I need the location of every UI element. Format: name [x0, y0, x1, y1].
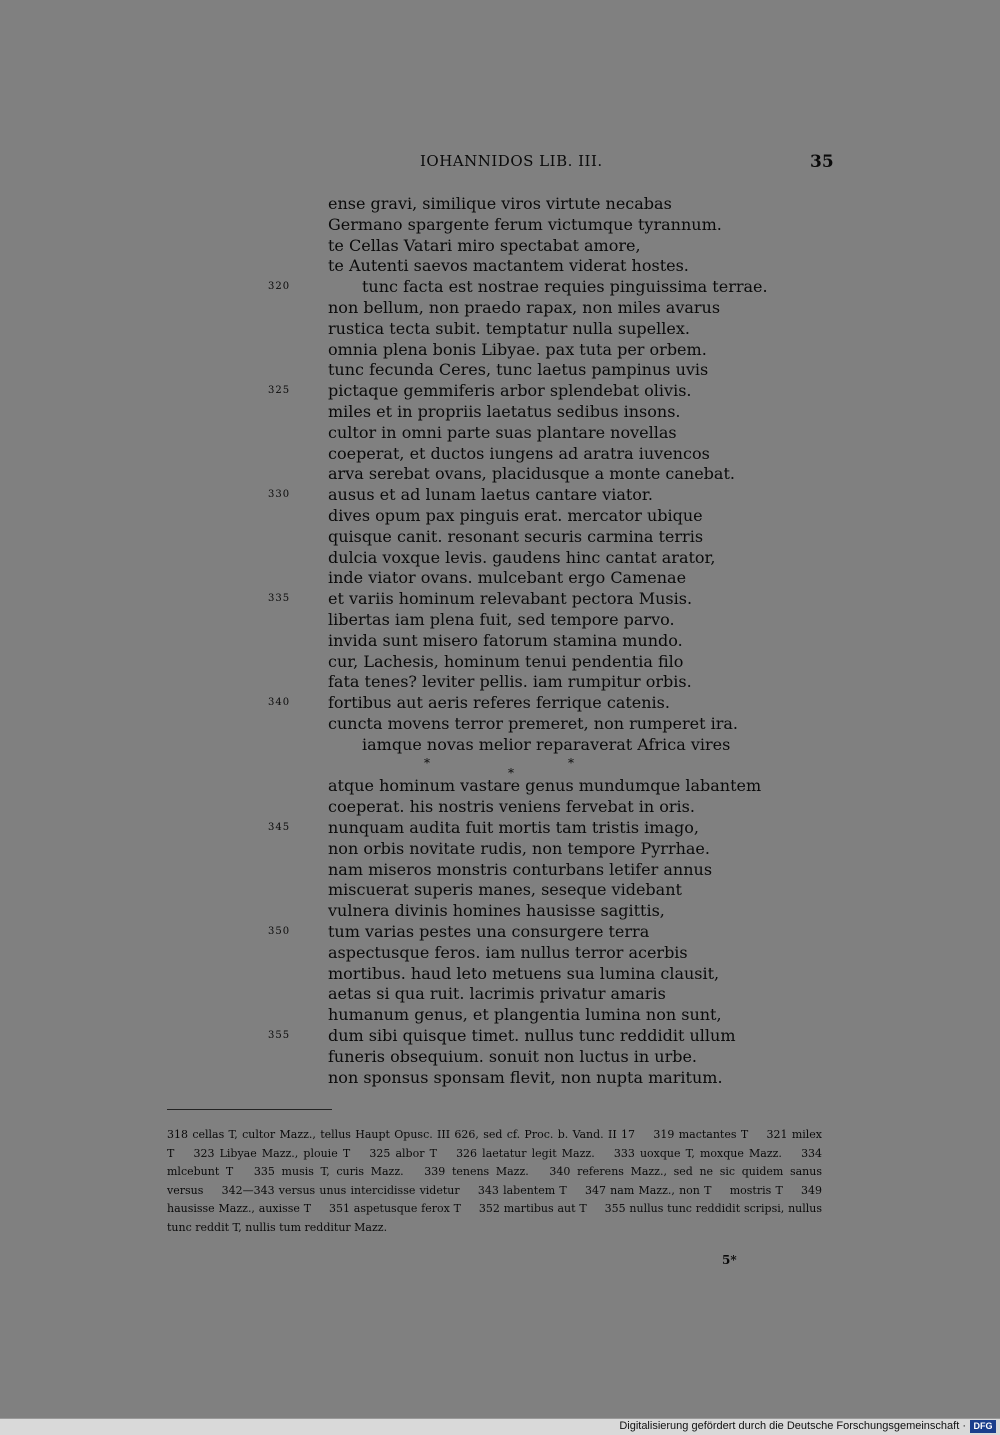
line-number: 335	[268, 593, 291, 604]
apparatus-entry: 343 labentem T	[477, 1183, 567, 1197]
apparatus-entry: mostris T	[729, 1183, 783, 1197]
verse-line: tum varias pestes una consurgere terra	[328, 922, 650, 941]
verse-line: invida sunt misero fatorum stamina mundo.	[328, 631, 683, 650]
apparatus-entry: 323 Libyae Mazz., plouie T	[193, 1146, 351, 1160]
signature-mark: 5*	[722, 1253, 737, 1267]
verse-line: et variis hominum relevabant pectora Musis.	[328, 589, 693, 608]
verse-line: rustica tecta subit. temptatur nulla supellex.	[328, 319, 690, 338]
verse-line: nunquam audita fuit mortis tam tristis imago,	[328, 818, 699, 837]
footer-credit[interactable]: Digitalisierung gefördert durch die Deutsche Forschungsgemeinschaft ·	[619, 1420, 966, 1432]
verse-line: mortibus. haud leto metuens sua lumina clausit,	[328, 964, 720, 983]
line-number: 325	[268, 385, 291, 396]
verse-line: tunc facta est nostrae requies pinguissima terrae.	[362, 277, 768, 296]
verse-line: iamque novas melior reparaverat Africa vires	[362, 735, 731, 754]
line-number: 345	[268, 822, 291, 833]
verse-line: fata tenes? leviter pellis. iam rumpitur orbis.	[328, 672, 692, 691]
verse-line: coeperat, et ductos iungens ad aratra iuvencos	[328, 444, 710, 463]
verse-line: inde viator ovans. mulcebant ergo Camenae	[328, 568, 687, 587]
running-title: IOHANNIDOS LIB. III.	[420, 152, 603, 170]
verse-line: atque hominum vastare genus mundumque labantem	[328, 776, 762, 795]
apparatus-entry: 326 laetatur legit Mazz.	[456, 1146, 595, 1160]
verse-line: ense gravi, similique viros virtute necabas	[328, 194, 672, 213]
verse-line: cuncta movens terror premeret, non rumperet ira.	[328, 714, 738, 733]
asterisk-right: *	[568, 756, 574, 770]
page-number: 35	[810, 152, 834, 172]
verse-line: dives opum pax pinguis erat. mercator ubique	[328, 506, 703, 525]
apparatus-entry: 340 referens Mazz., sed ne sic quidem sanus versus	[167, 1165, 822, 1197]
line-number: 340	[268, 697, 291, 708]
verse-line: non orbis novitate rudis, non tempore Pyrrhae.	[328, 839, 710, 858]
verse-line: funeris obsequium. sonuit non luctus in urbe.	[328, 1047, 698, 1066]
apparatus-entry: 319 mactantes T	[653, 1128, 749, 1141]
verse-line: nam miseros monstris conturbans letifer annus	[328, 860, 713, 879]
verse-line: pictaque gemmiferis arbor splendebat olivis.	[328, 381, 692, 400]
verse-line: te Autenti saevos mactantem viderat hostes.	[328, 256, 689, 275]
line-number: 350	[268, 926, 291, 937]
verse-line: aspectusque feros. iam nullus terror acerbis	[328, 943, 688, 962]
verse-line: libertas iam plena fuit, sed tempore parvo.	[328, 610, 675, 629]
verse-line: coeperat. his nostris veniens fervebat in oris.	[328, 797, 695, 816]
apparatus-entry: 352 martibus aut T	[478, 1202, 587, 1215]
verse-line: cur, Lachesis, hominum tenui pendentia filo	[328, 652, 684, 671]
line-number: 330	[268, 489, 291, 500]
apparatus-entry: 333 uoxque T, moxque Mazz.	[613, 1146, 782, 1160]
verse-line: cultor in omni parte suas plantare novellas	[328, 423, 677, 442]
footer-bar	[0, 1418, 1000, 1435]
asterisk-center: *	[508, 766, 514, 780]
critical-apparatus	[167, 1126, 822, 1237]
verse-line: dulcia voxque levis. gaudens hinc cantat arator,	[328, 548, 716, 567]
verse-line: humanum genus, et plangentia lumina non sunt,	[328, 1005, 722, 1024]
apparatus-entry: 318 cellas T, cultor Mazz., tellus Haupt Opusc. III 626, sed cf. Proc. b. Vand. II 17	[167, 1128, 636, 1141]
verse-line: vulnera divinis homines hausisse sagittis,	[328, 901, 665, 920]
verse-line: dum sibi quisque timet. nullus tunc reddidit ullum	[328, 1026, 736, 1045]
verse-line: arva serebat ovans, placidusque a monte canebat.	[328, 464, 735, 483]
apparatus-entry: 349 hausisse Mazz., auxisse T	[167, 1183, 823, 1215]
apparatus-entry: 335 musis T, curis Mazz.	[253, 1165, 404, 1178]
line-number: 355	[268, 1030, 291, 1041]
apparatus-entry: 339 tenens Mazz.	[424, 1165, 529, 1178]
verse-line: te Cellas Vatari miro spectabat amore,	[328, 236, 641, 255]
verse-line: ausus et ad lunam laetus cantare viator.	[328, 485, 653, 504]
verse-line: miles et in propriis laetatus sedibus insons.	[328, 402, 681, 421]
line-number: 320	[268, 281, 291, 292]
verse-line: quisque canit. resonant securis carmina terris	[328, 527, 704, 546]
dfg-logo-icon[interactable]: DFG	[970, 1420, 996, 1433]
apparatus-entry: 325 albor T	[369, 1146, 437, 1160]
apparatus-entry: 355 nullus tunc reddidit scripsi, nullus tunc reddit T, nullis tum redditur Mazz.	[167, 1202, 823, 1234]
verse-line: fortibus aut aeris referes ferrique catenis.	[328, 693, 670, 712]
asterisk-left: *	[424, 756, 430, 770]
apparatus-entry: 351 aspetusque ferox T	[328, 1202, 462, 1215]
verse-line: miscuerat superis manes, seseque videbant	[328, 880, 682, 899]
verse-line: Germano spargente ferum victumque tyrannum.	[328, 215, 722, 234]
verse-line: aetas si qua ruit. lacrimis privatur amaris	[328, 984, 666, 1003]
apparatus-entry: 321 milex T	[167, 1128, 823, 1160]
apparatus-entry: 342—343 versus unus intercidisse videtur	[221, 1183, 460, 1197]
verse-line: omnia plena bonis Libyae. pax tuta per orbem.	[328, 340, 707, 359]
footnote-rule	[167, 1109, 332, 1110]
verse-line: non sponsus sponsam flevit, non nupta maritum.	[328, 1068, 723, 1087]
apparatus-entry: 334 mlcebunt T	[167, 1146, 823, 1178]
apparatus-entry: 347 nam Mazz., non T	[584, 1183, 712, 1197]
verse-line: tunc fecunda Ceres, tunc laetus pampinus uvis	[328, 360, 709, 379]
verse-line: non bellum, non praedo rapax, non miles avarus	[328, 298, 721, 317]
